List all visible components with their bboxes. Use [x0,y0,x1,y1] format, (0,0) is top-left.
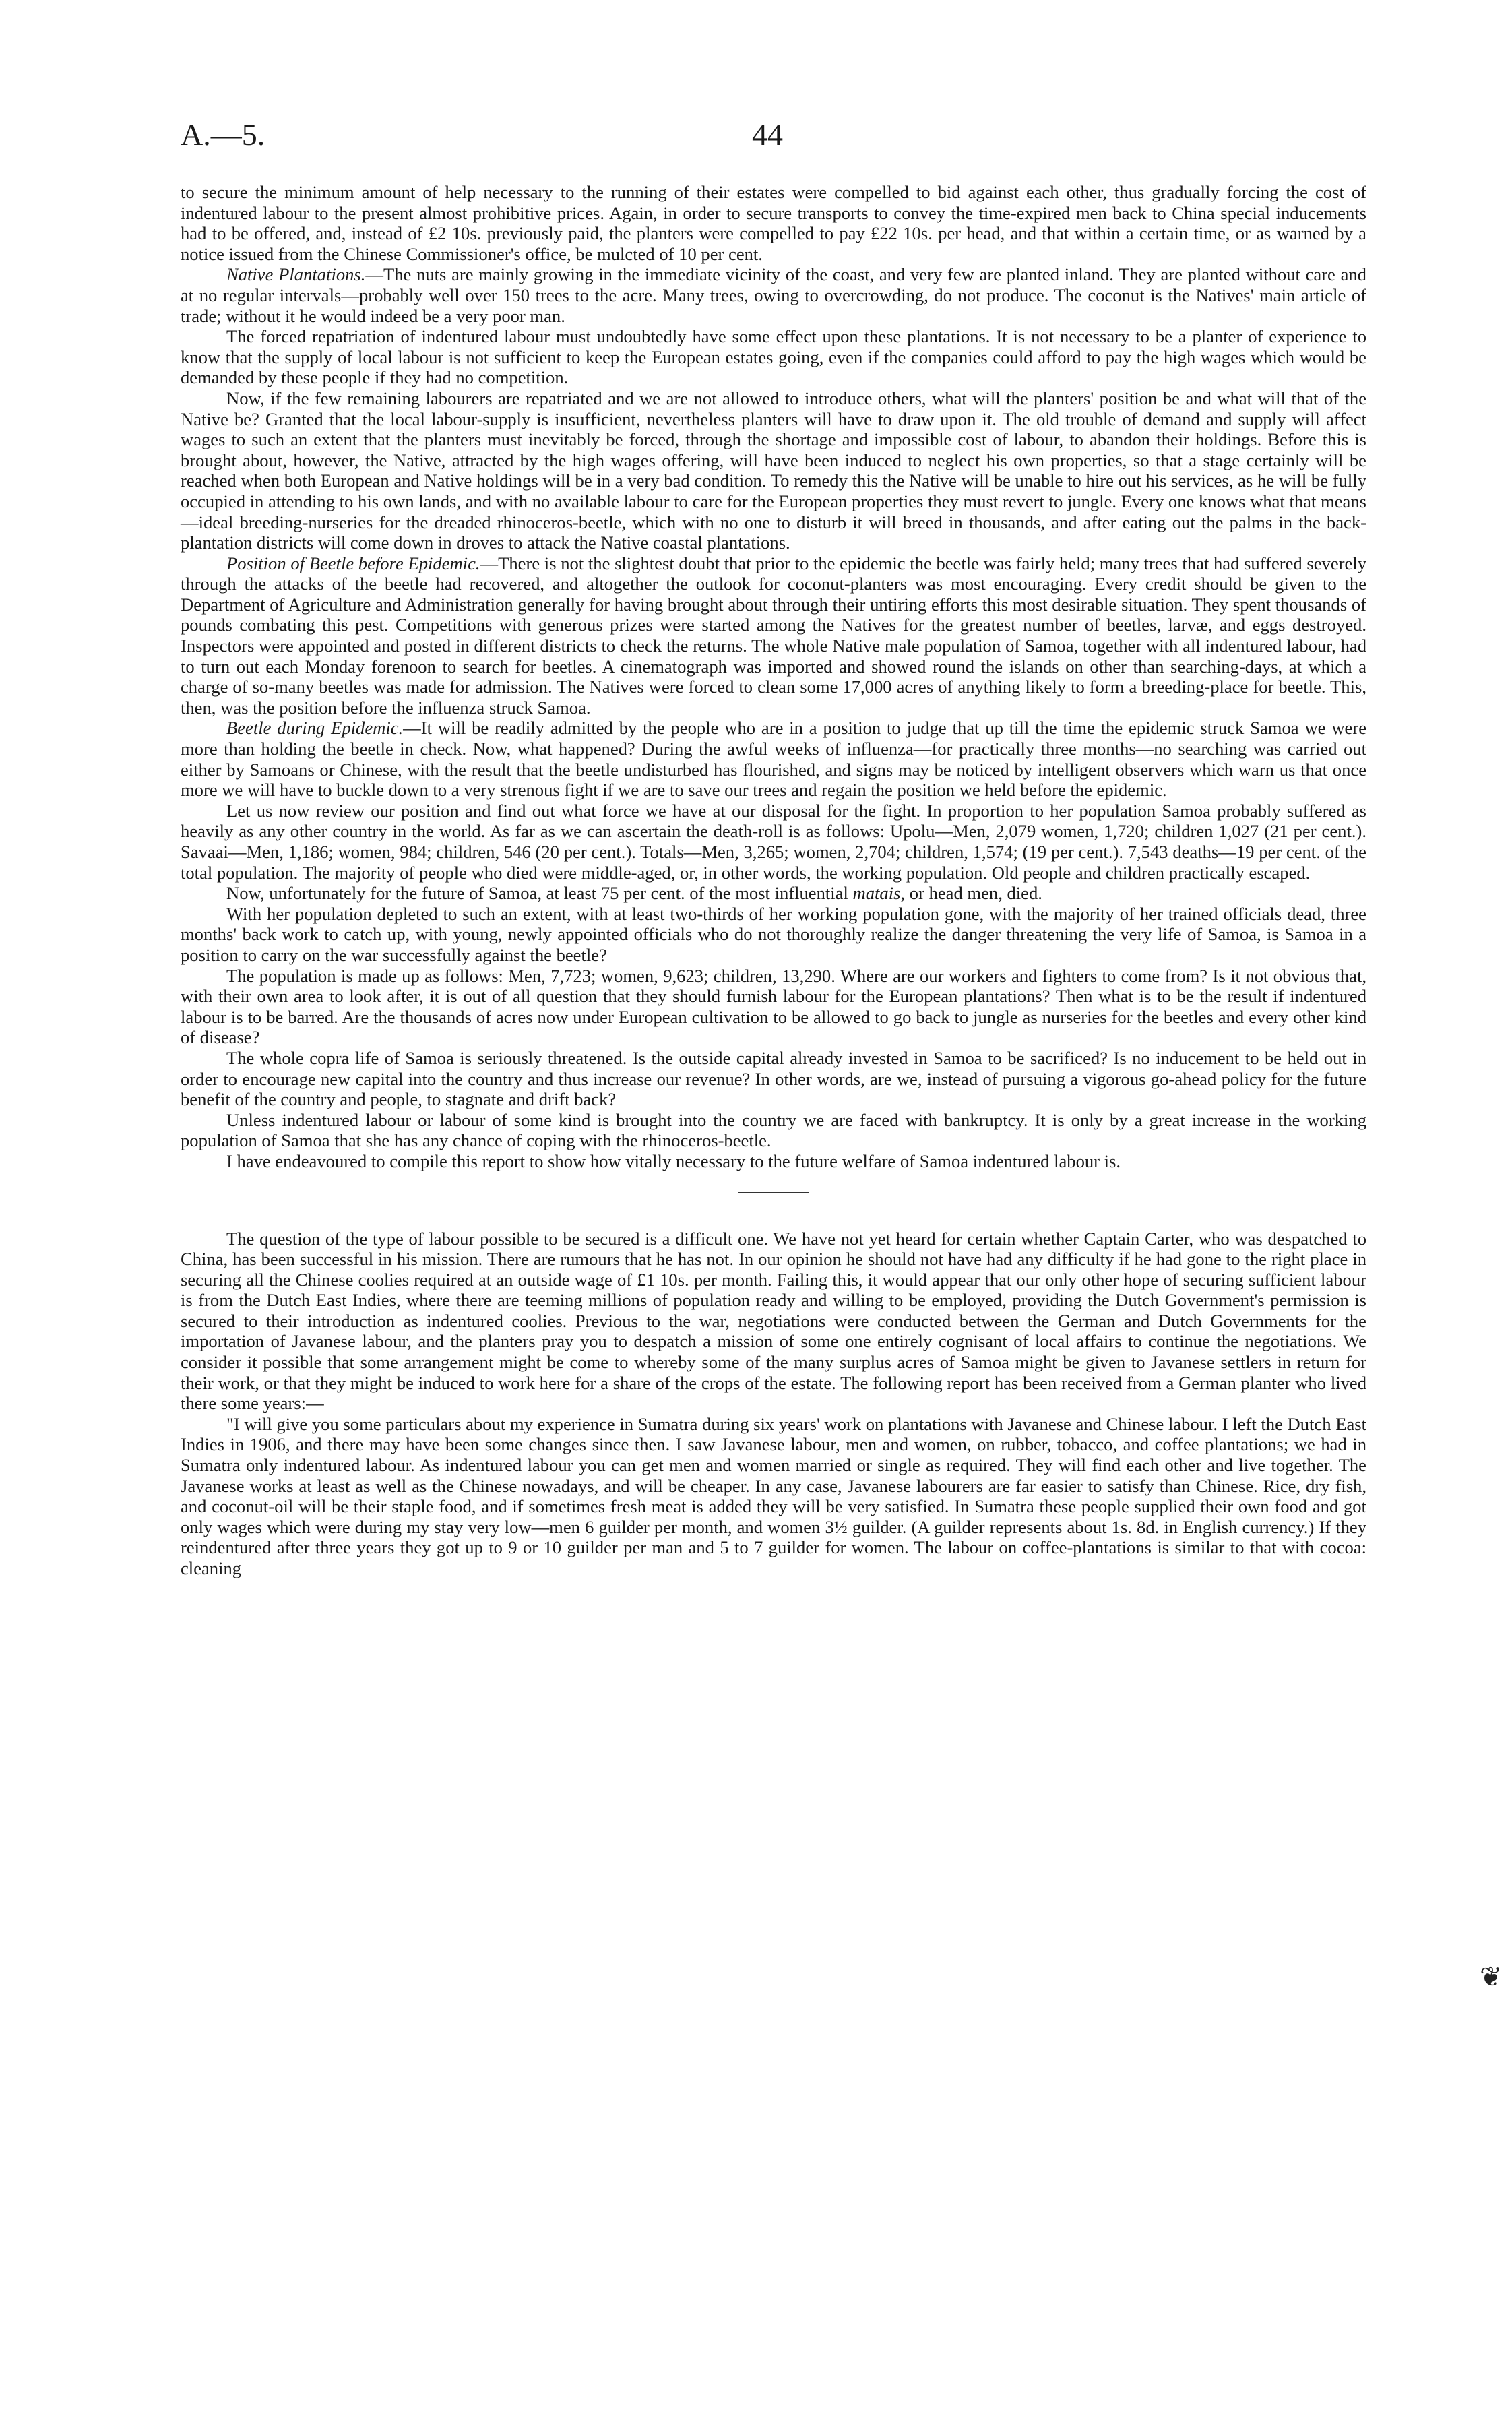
paragraph-text: —There is not the slightest doubt that prior to the epidemic the beetle was fairly held; many trees that had suffered severely through the attacks of the beetle had recovered, and altogether the outlook for coconut-planters was most encouraging. Every credit should be given to the Department of Agriculture and Administration generally for having brought about through their untiring efforts this most desirable situation. They spent thousands of pounds combating this pest. Competitions with generous prizes were started among the Natives for the greatest number of beetles, larvæ, and eggs destroyed. Inspectors were appointed and posted in different districts to check the returns. The whole Native male population of Samoa, together with all indentured labour, had to turn out each Monday forenoon to search for beetles. A cinematograph was imported and showed round the islands on other than searching-days, at which a charge of so-many beetles was made for admission. The Natives were forced to clean some 17,000 acres of anything likely to form a breeding-place for beetle. This, then, was the position before the influenza struck Samoa. [181,553,1366,718]
paragraph-planters-position: Now, if the few remaining labourers are repatriated and we are not allowed to introduce others, what will the planters' position be and what will that of the Native be? Granted that the local labour-supply is insufficient, nevertheless planters will have to draw upon it. The old trouble of demand and supply will affect wages to such an extent that the planters must inevitably be forced, through the shortage and impossible cost of labour, to abandon their holdings. Before this is brought about, however, the Native, attracted by the high wages offering, will have been induced to neglect his own properties, so that a stage certainly will be reached when both European and Native holdings will be in a very bad condition. To remedy this the Native will be unable to hire out his services, as he will be fully occupied in attending to his own lands, and with no available labour to care for the European properties they must revert to jungle. Every one knows what that means—ideal breeding-nurseries for the dreaded rhinoceros-beetle, which with no one to disturb it will breed in thousands, and after eating out the palms in the back-plantation districts will come down in droves to attack the Native coastal plantations. [181,387,1366,553]
paragraph-death-roll: Let us now review our position and find out what force we have at our disposal for the fight. In proportion to her population Samoa probably suffered as heavily as any other country in the world. As far as we can ascertain the death-roll is as follows: Upolu—Men, 2,079 women, 1,720; children 1,027 (21 per cent.). Savaai—Men, 1,186; women, 984; children, 546 (20 per cent.). Totals—Men, 3,265; women, 2,704; children, 1,574; (19 per cent.). 7,543 deaths—19 per cent. of the total population. The majority of people who died were middle-aged, or, in other words, the working population. Old people and children practically escaped. [181,800,1366,883]
body-text [181,182,1366,1579]
paragraph-text: , or head men, died. [900,883,1042,904]
section-heading: Beetle during Epidemic. [226,718,404,739]
paragraph-conclusion: I have endeavoured to compile this report to show how vitally necessary to the future welfare of Samoa indentured labour is. [226,1150,1121,1171]
page-header [181,116,1366,156]
paragraph-text: —It will be readily admitted by the people who are in a position to judge that up till the time the epidemic struck Samoa we were more than holding the beetle in check. Now, what happened? During the awful weeks of influenza—for practically three months—no searching was carried out either by Samoans or Chinese, with the result that the beetle undisturbed has flourished, and signs may be noticed by intelligent observers which warn us that once more we will have to buckle down to a very strenous fight if we are to save our trees and regain the position we held before the epidemic. [181,718,1366,801]
paragraph-depleted-population: With her population depleted to such an extent, with at least two-thirds of her working population gone, with the majority of her trained officials dead, three months' back work to catch up, with young, newly appointed officials who do not thoroughly realize the danger threatening the very life of Samoa, is Samoa in a position to carry on the war successfully against the beetle? [181,903,1366,965]
paragraph-continued: to secure the minimum amount of help necessary to the running of their estates were compelled to bid against each other, thus gradually forcing the cost of indentured labour to the present almost prohibitive prices. Again, in order to secure transports to convey the time-expired men back to China special inducements had to be offered, and, instead of £2 10s. previously paid, the planters were compelled to pay £22 10s. per head, and that within a certain time, or as warned by a notice issued from the Chinese Commissioner's office, be mulcted of 10 per cent. [181,182,1366,264]
paragraph-type-of-labour: The question of the type of labour possible to be secured is a difficult one. We have not yet heard for certain whether Captain Carter, who was despatched to China, has been successful in his mission. There are rumours that he has not. In our opinion he should not have had any difficulty if he had gone to the right place in securing all the Chinese coolies required at an outside wage of £1 10s. per month. Failing this, it would appear that our only other hope of securing sufficient labour is from the Dutch East Indies, where there are teeming millions of population ready and willing to be employed, providing the Dutch Government's permission is secured to their introduction as indentured coolies. Previous to the war, negotiations were conducted between the German and Dutch Governments for the importation of Javanese labour, and the planters pray you to despatch a mission of some one entirely cognisant of local affairs to continue the negotiations. We consider it possible that some arrangement might be come to whereby some of the many surplus acres of Samoa might be given to Javanese settlers in return for their work, or that they might be induced to work here for a share of the crops of the estate. The following report has been received from a German planter who lived there some years:— [181,1228,1366,1414]
report-reference: A.—5. [181,117,265,152]
section-heading: Native Plantations. [226,264,366,285]
section-heading: Position of Beetle before Epidemic. [226,553,480,573]
paragraph-bankruptcy: Unless indentured labour or labour of some kind is brought into the country we are faced with bankruptcy. It is only by a great increase in the working population of Samoa that she has any chance of coping with the rhinoceros-beetle. [181,1109,1366,1151]
paragraph-forced-repatriation: The forced repatriation of indentured labour must undoubtedly have some effect upon these plantations. It is not necessary to be a planter of experience to know that the supply of local labour is not sufficient to keep the European estates going, even if the companies could afford to pay the high wages which would be demanded by these people if they had no competition. [181,326,1366,388]
page-number: 44 [752,117,783,152]
paragraph-beetle-during-epidemic [181,718,1366,800]
paragraph-beetle-before-epidemic [181,553,1366,718]
section-divider [738,1192,809,1193]
paragraph-population-makeup: The population is made up as follows: Men, 7,723; women, 9,623; children, 13,290. Where are our workers and fighters to come from? Is it not obvious that, with their own area to look after, it is out of all question that they should furnish labour for the European plantations? Then what is to be the result if indentured labour is to be barred. Are the thousands of acres now under European cultivation to be allowed to go back to jungle as nurseries for the beetles and every other kind of disease? [181,965,1366,1048]
paragraph-sumatra-report: "I will give you some particulars about my experience in Sumatra during six years' work on plantations with Javanese and Chinese labour. I left the Dutch East Indies in 1906, and there may have been some changes since then. I saw Javanese labour, men and women, on rubber, tobacco, and coffee plantations; we had in Sumatra only indentured labour. As indentured labour you can get men and women married or single as required. They will find each other and live together. The Javanese works at least as well as the Chinese nowadays, and will be cheaper. In any case, Javanese labourers are far easier to satisfy than Chinese. Rice, dry fish, and coconut-oil will be their staple food, and if sometimes fresh meat is added they will be very satisfied. In Sumatra these people supplied their own food and got only wages which were during my stay very low—men 6 guilder per month, and women 3½ guilder. (A guilder represents about 1s. 8d. in English currency.) If they reindentured after three years they got up to 9 or 10 guilder per man and 5 to 7 guilder for women. The labour on coffee-plantations is similar to that with cocoa: cleaning [181,1413,1366,1578]
paragraph-copra-life: The whole copra life of Samoa is seriously threatened. Is the outside capital already invested in Samoa to be sacrificed? Is no inducement to be held out in order to encourage new capital into the country and thus increase our revenue? In other words, are we, instead of pursuing a vigorous go-ahead policy for the future benefit of the country and people, to stagnate and drift back? [181,1047,1366,1110]
margin-ornament-icon: ❦ [1480,1962,1503,1992]
paragraph-matais [181,883,1366,904]
paragraph-text: —The nuts are mainly growing in the immediate vicinity of the coast, and very few are planted inland. They are planted without care and at no regular intervals—probably well over 150 trees to the acre. Many trees, owing to overcrowding, do not produce. The coconut is the Natives' main article of trade; without it he would indeed be a very poor man. [181,264,1366,326]
paragraph-native-plantations [181,264,1366,326]
paragraph-text: Now, unfortunately for the future of Samoa, at least 75 per cent. of the most influential [226,883,853,904]
italic-term: matais [852,883,901,904]
